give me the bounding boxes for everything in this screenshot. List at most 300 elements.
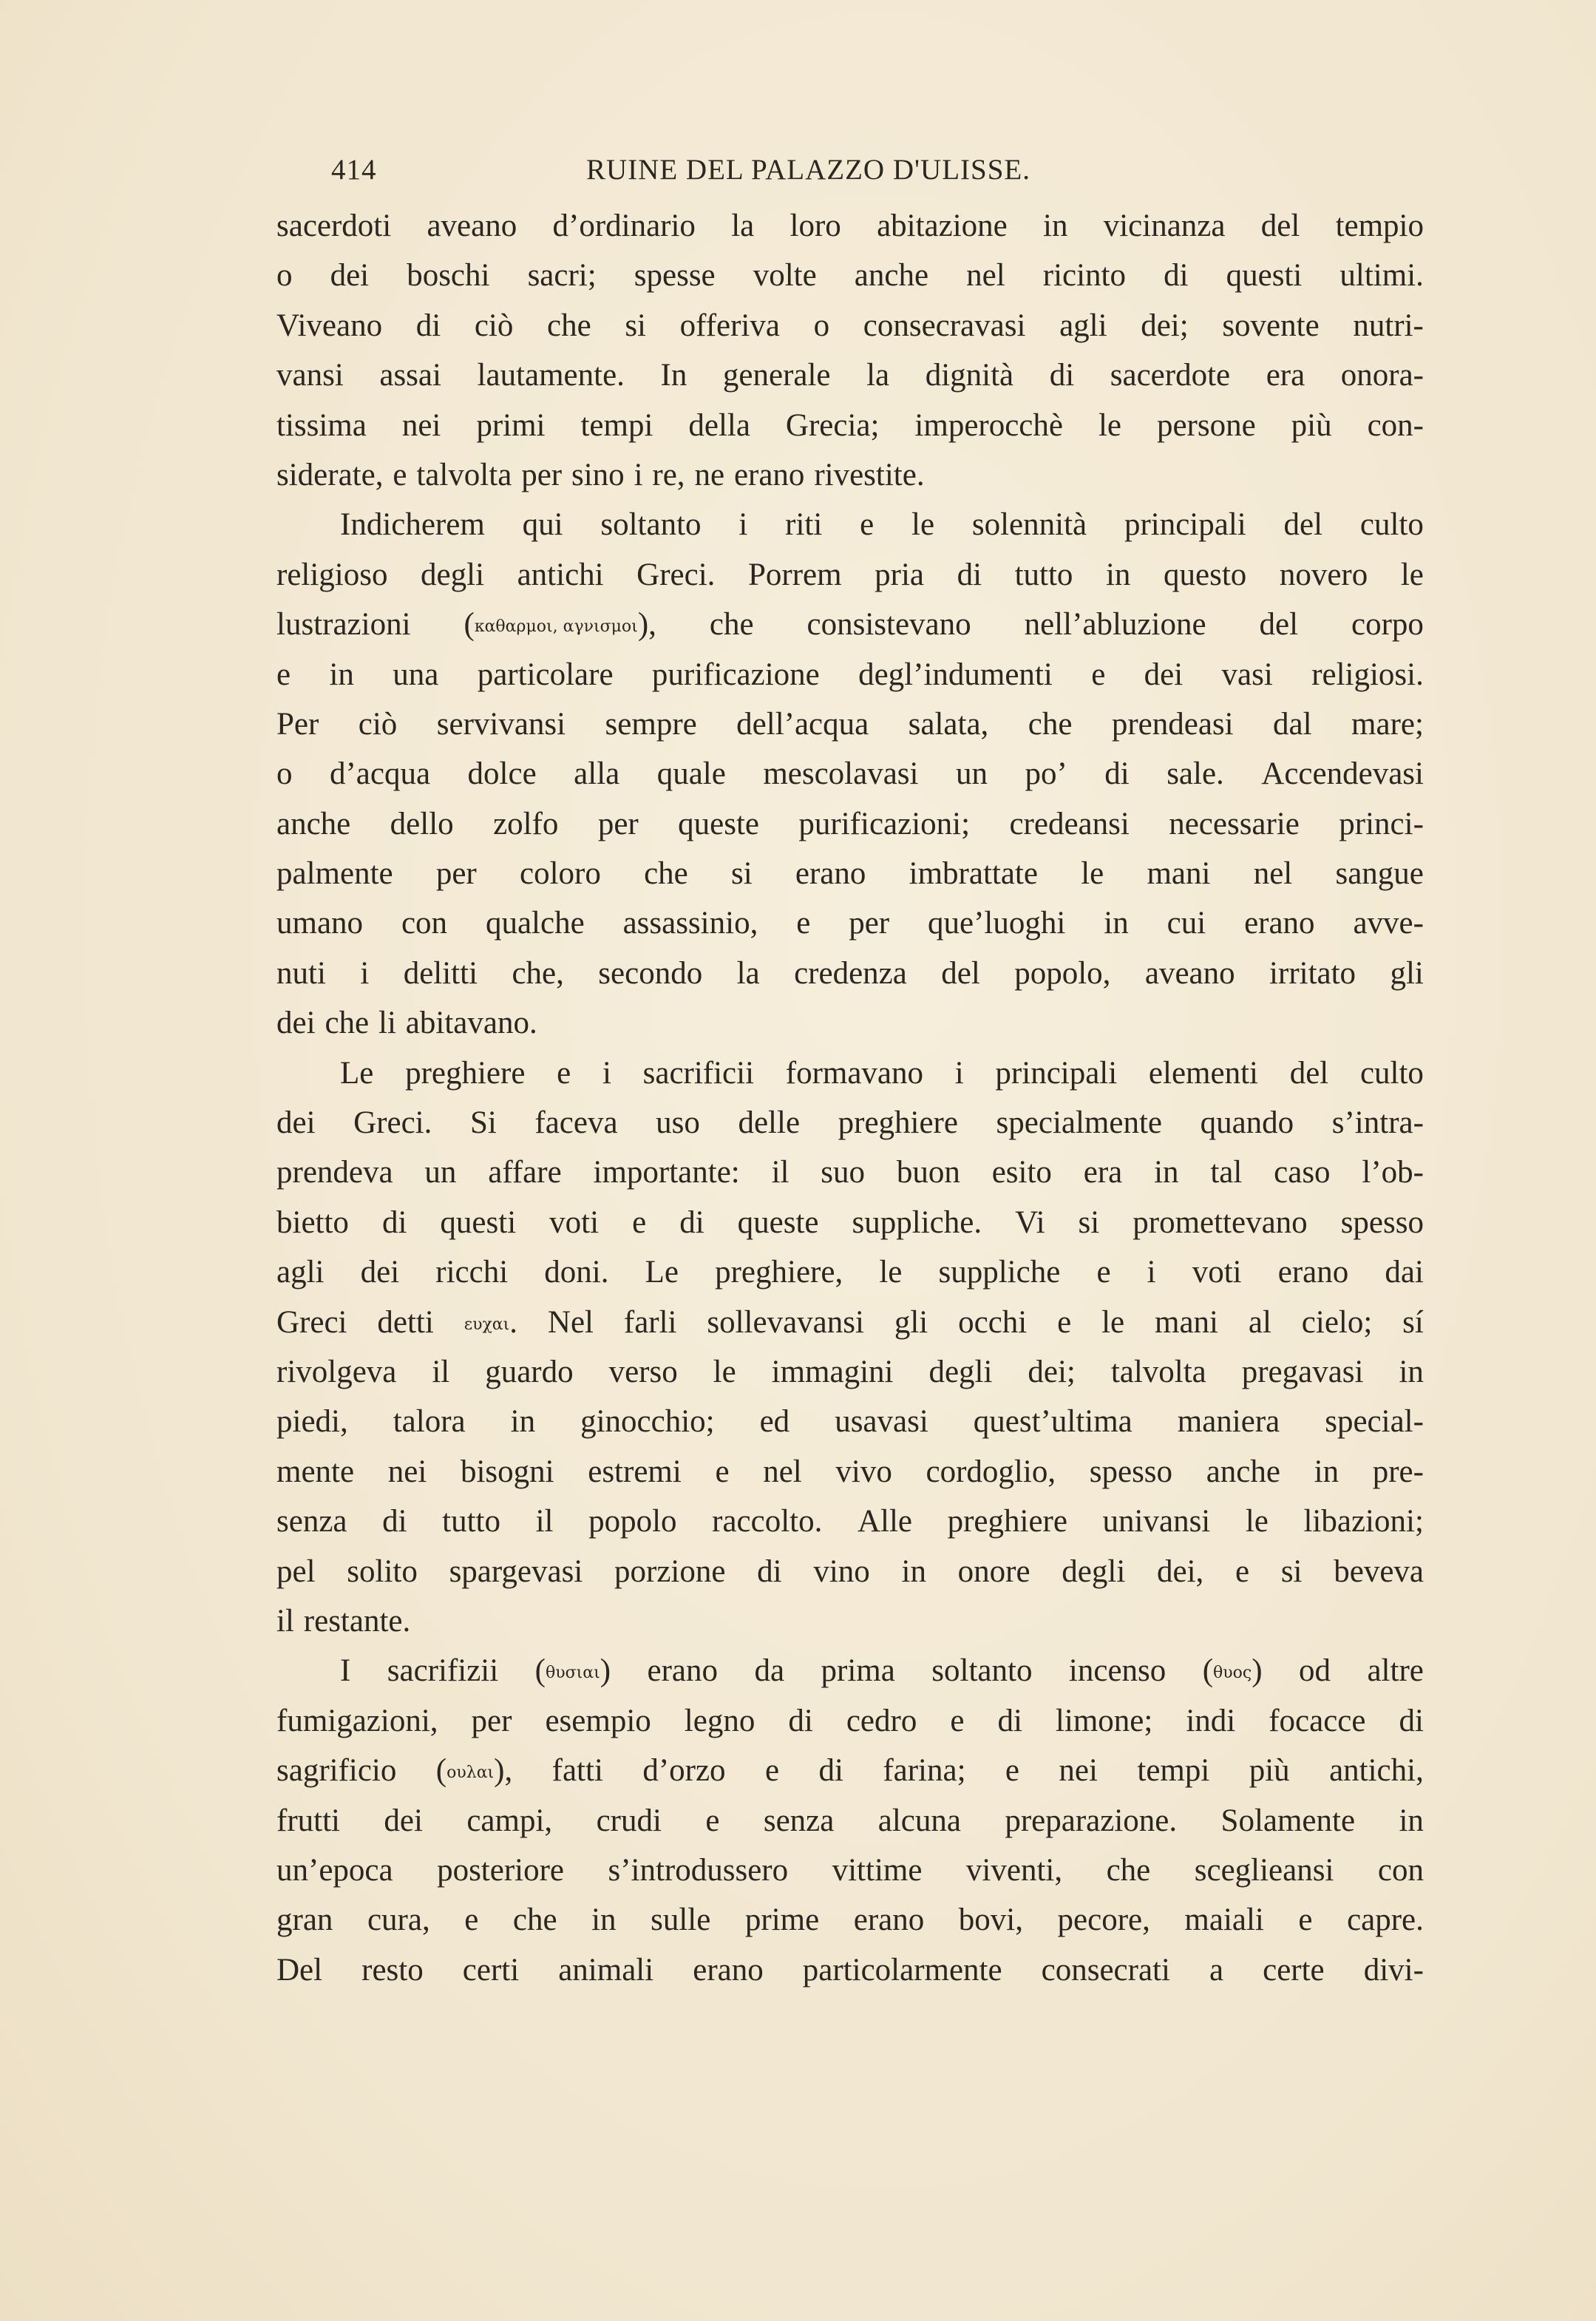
word: necessarie	[1169, 806, 1300, 841]
word: alcuna	[877, 1803, 961, 1838]
word: sale.	[1167, 756, 1224, 792]
text-line	[276, 500, 1424, 549]
text-line	[276, 1945, 1424, 1995]
word: posteriore	[437, 1852, 564, 1888]
word: e	[1005, 1753, 1020, 1789]
word: tempi	[1137, 1753, 1210, 1789]
word: e	[1235, 1553, 1250, 1589]
word: preghiere	[947, 1504, 1067, 1539]
word: gran	[276, 1902, 333, 1938]
word: doni.	[544, 1255, 609, 1290]
word: abitavano.	[405, 1006, 537, 1041]
word: vicinanza	[1103, 209, 1226, 243]
word: di	[381, 1204, 407, 1240]
word: nei	[387, 1454, 427, 1489]
word: un	[424, 1155, 457, 1190]
word: d’ordinario	[552, 209, 696, 243]
word: divi-	[1363, 1952, 1424, 1988]
word: vasi	[1221, 657, 1273, 692]
word: dei	[276, 1006, 316, 1041]
word: da	[754, 1653, 785, 1689]
word: sacri;	[527, 258, 597, 294]
word: special-	[1325, 1404, 1424, 1440]
word: imbrattate	[909, 856, 1038, 892]
word: crudi	[596, 1803, 662, 1838]
word: ed	[759, 1404, 790, 1440]
word: solennità	[971, 507, 1087, 543]
word: credeansi	[1009, 806, 1130, 841]
text-line	[276, 1247, 1424, 1297]
word: piedi,	[276, 1404, 348, 1440]
text-line	[276, 699, 1424, 749]
word: detti	[377, 1304, 434, 1340]
word: usavasi	[835, 1404, 928, 1440]
word: il	[771, 1155, 789, 1190]
word: elementi	[1148, 1055, 1258, 1091]
word: di	[818, 1753, 843, 1789]
word: per	[471, 1703, 512, 1738]
word: delitti	[403, 955, 478, 991]
word: anche	[854, 258, 929, 294]
word: estremi	[588, 1454, 682, 1489]
word: più	[1249, 1753, 1290, 1789]
word: che	[709, 607, 754, 643]
word: dignità	[925, 358, 1014, 393]
word: Accendevasi	[1261, 756, 1424, 792]
word: imperocchè	[914, 407, 1063, 443]
word: In	[660, 358, 687, 393]
word: pregavasi	[1241, 1354, 1364, 1389]
word: (θυσιαι)	[534, 1653, 611, 1689]
word: sacrifizii	[387, 1653, 499, 1689]
word: dello	[390, 806, 454, 841]
word: il	[276, 1603, 294, 1639]
word: ginocchio;	[580, 1404, 715, 1440]
word: più	[1291, 407, 1332, 443]
word: caso	[1274, 1155, 1331, 1190]
text-line	[276, 949, 1424, 998]
word: prima	[821, 1653, 895, 1689]
greek-term: ευχαι	[463, 1315, 510, 1334]
word: re,	[652, 457, 685, 492]
word: maiali	[1184, 1902, 1264, 1938]
word: sempre	[605, 706, 697, 742]
word: primi	[476, 407, 546, 443]
word: nei	[401, 407, 441, 443]
word: i	[738, 507, 748, 543]
word: le	[1400, 557, 1424, 592]
word: nell’abluzione	[1024, 607, 1206, 643]
word: preghiere,	[715, 1255, 843, 1290]
word: maniera	[1177, 1404, 1280, 1440]
word: rivestite.	[814, 457, 925, 492]
word: ricinto	[1042, 258, 1126, 294]
word: zolfo	[493, 806, 559, 841]
word: in	[1399, 1354, 1424, 1389]
body-text	[276, 201, 1424, 1995]
word: Per	[276, 706, 319, 742]
word: e	[764, 1753, 780, 1789]
word: prendeasi	[1111, 706, 1234, 742]
word: le	[1101, 1304, 1125, 1340]
word: che	[1028, 706, 1073, 742]
word: li	[378, 1006, 396, 1041]
word: immagini	[771, 1354, 894, 1389]
word: si	[730, 856, 753, 892]
word: libazioni;	[1303, 1504, 1424, 1539]
word: e	[1096, 1255, 1111, 1290]
word: voti	[549, 1204, 600, 1240]
word: coloro	[519, 856, 601, 892]
word: degli	[928, 1354, 993, 1389]
word: i	[634, 457, 643, 492]
word: degli	[421, 557, 485, 592]
word: altre	[1367, 1653, 1424, 1689]
word: nel	[966, 258, 1005, 294]
word: mescolavasi	[763, 756, 919, 792]
word: le	[1081, 856, 1104, 892]
word: del	[1283, 507, 1323, 543]
word: erano	[647, 1653, 719, 1689]
word: ciò	[474, 308, 514, 343]
word: i	[954, 1055, 964, 1091]
word: particolare	[477, 657, 614, 692]
word: irritato	[1269, 955, 1356, 991]
word: siderate,	[276, 457, 384, 492]
word: volte	[753, 258, 817, 294]
word: i	[360, 955, 370, 991]
word: Greci	[276, 1304, 347, 1340]
word: e	[705, 1803, 720, 1838]
word: abitazione	[877, 209, 1008, 243]
word: di	[382, 1504, 407, 1539]
word: dal	[1273, 706, 1312, 742]
word: che	[325, 1006, 370, 1041]
word: che,	[512, 955, 564, 991]
word: la	[731, 209, 755, 243]
word: consistevano	[807, 607, 971, 643]
word: cui	[1167, 906, 1206, 941]
word: dai	[1385, 1255, 1424, 1290]
word: si	[1280, 1553, 1303, 1589]
word: del	[1259, 607, 1299, 643]
word: talvolta	[1110, 1354, 1206, 1389]
word: buon	[896, 1155, 960, 1190]
word: d’orzo	[642, 1753, 726, 1789]
word: e	[715, 1454, 730, 1489]
word: soltanto	[931, 1653, 1033, 1689]
word: Porrem	[747, 557, 842, 592]
text-line	[276, 749, 1424, 799]
word: pecore,	[1057, 1902, 1150, 1938]
word: occhi	[958, 1304, 1028, 1340]
word: bovi,	[958, 1902, 1023, 1938]
word: l’ob-	[1362, 1155, 1424, 1190]
word: prendeva	[276, 1155, 393, 1190]
word: o	[813, 308, 830, 343]
text-line	[276, 1696, 1424, 1746]
text-line	[276, 1646, 1424, 1695]
word: le	[1245, 1504, 1269, 1539]
word: viventi,	[965, 1852, 1063, 1888]
word: princi-	[1339, 806, 1424, 841]
text-line	[276, 1048, 1424, 1098]
word: frutti	[276, 1803, 340, 1838]
word: dolce	[467, 756, 537, 792]
word: antichi	[517, 557, 604, 592]
word: agli	[1059, 308, 1107, 343]
text-line	[276, 251, 1424, 300]
word: o	[276, 756, 293, 792]
text-line	[276, 1347, 1424, 1397]
word: erano	[1277, 1255, 1349, 1290]
word: di	[957, 557, 982, 592]
word: campi,	[466, 1803, 553, 1838]
word: il	[432, 1354, 450, 1389]
word: mente	[276, 1454, 355, 1489]
word: era	[1266, 358, 1305, 393]
word: vivo	[835, 1454, 892, 1489]
word: per	[435, 856, 477, 892]
word: con-	[1367, 407, 1424, 443]
text-line	[276, 600, 1424, 649]
text-line	[276, 350, 1424, 400]
word: vittime	[832, 1852, 923, 1888]
word: lautamente.	[477, 358, 625, 393]
word: popolo,	[1014, 955, 1111, 991]
word: preparazione.	[1005, 1803, 1178, 1838]
word: in	[901, 1553, 926, 1589]
word: principali	[1124, 507, 1246, 543]
word: umano	[276, 906, 364, 941]
word: certe	[1263, 1952, 1325, 1988]
word: mani	[1147, 856, 1211, 892]
word: erano	[853, 1902, 925, 1938]
word: Vi	[1015, 1204, 1045, 1240]
word: sollevavansi	[707, 1304, 864, 1340]
word: que’luoghi	[928, 906, 1066, 941]
word: ricchi	[435, 1255, 509, 1290]
word: raccolto.	[712, 1504, 823, 1539]
word: limone;	[1055, 1703, 1153, 1738]
word: talvolta	[416, 457, 512, 492]
word: purificazione	[651, 657, 820, 692]
word: s’intra-	[1331, 1105, 1424, 1141]
word: fumigazioni,	[276, 1703, 438, 1738]
word: cordoglio,	[926, 1454, 1056, 1489]
text-line	[276, 1098, 1424, 1148]
word: alla	[574, 756, 620, 792]
word: di	[997, 1703, 1022, 1738]
word: formavano	[785, 1055, 924, 1091]
word: I	[340, 1653, 351, 1689]
word: salata,	[908, 706, 989, 742]
word: uso	[656, 1105, 700, 1141]
word: legno	[684, 1703, 755, 1738]
word: dei;	[1141, 308, 1189, 343]
word: e	[860, 507, 875, 543]
word: e	[796, 906, 811, 941]
word: d’acqua	[329, 756, 431, 792]
word: aveano	[1144, 955, 1235, 991]
word: nutri-	[1353, 308, 1424, 343]
word: rivolgeva	[276, 1354, 397, 1389]
word: purificazioni;	[798, 806, 971, 841]
word: dei	[330, 258, 370, 294]
word: novero	[1279, 557, 1368, 592]
word: dell’acqua	[736, 706, 869, 742]
word: principali	[995, 1055, 1118, 1091]
word: riti	[785, 507, 823, 543]
word: incenso	[1068, 1653, 1167, 1689]
word: od	[1299, 1653, 1331, 1689]
word: Solamente	[1220, 1803, 1356, 1838]
word: faceva	[534, 1105, 618, 1141]
word: spesso	[1089, 1454, 1173, 1489]
word: nel	[1253, 856, 1293, 892]
word: che	[512, 1902, 557, 1938]
word: loro	[789, 209, 841, 243]
word: sino	[571, 457, 625, 492]
word: porzione	[614, 1553, 726, 1589]
word: un’epoca	[276, 1852, 393, 1888]
word: sacerdoti	[276, 209, 392, 243]
word: gli	[894, 1304, 928, 1340]
word: tempi	[580, 407, 653, 443]
word: nel	[763, 1454, 802, 1489]
word: le	[1098, 407, 1121, 443]
page-number: 414	[331, 154, 377, 186]
word: quest’ultima	[973, 1404, 1133, 1440]
word: e	[950, 1703, 965, 1738]
word: in	[1105, 557, 1131, 592]
word: (καθαρμοι, αγνισμοι),	[463, 607, 656, 643]
word: farli	[623, 1304, 677, 1340]
word: assai	[379, 358, 441, 393]
word: di	[1164, 258, 1189, 294]
word: sovente	[1222, 308, 1320, 343]
word: religiosi.	[1311, 657, 1424, 692]
word: generale	[722, 358, 831, 393]
word: nei	[1059, 1753, 1098, 1789]
word: sangue	[1335, 856, 1424, 892]
word: la	[736, 955, 760, 991]
word: del	[941, 955, 980, 991]
word: Grecia;	[785, 407, 880, 443]
word: restante.	[303, 1603, 411, 1639]
word: per	[597, 806, 639, 841]
word: Si	[469, 1105, 497, 1141]
word: preghiere	[838, 1105, 958, 1141]
text-line	[276, 201, 1424, 251]
text-line	[276, 301, 1424, 350]
word: gli	[1390, 955, 1424, 991]
word: senza	[763, 1803, 835, 1838]
word: in	[1399, 1803, 1424, 1838]
word: era	[1083, 1155, 1123, 1190]
word: beveva	[1334, 1553, 1424, 1589]
word: preghiere	[405, 1055, 526, 1091]
word: Indicherem	[340, 507, 485, 543]
word: importante:	[593, 1155, 740, 1190]
word: verso	[608, 1354, 678, 1389]
word: quale	[656, 756, 726, 792]
word: e	[557, 1055, 571, 1091]
word: queste	[678, 806, 759, 841]
word: affare	[488, 1155, 562, 1190]
word: cura,	[367, 1902, 430, 1938]
text-line	[276, 1447, 1424, 1497]
word: po’	[1025, 756, 1067, 792]
word: queste	[737, 1204, 819, 1240]
word: resto	[361, 1952, 424, 1988]
word: di	[415, 308, 441, 343]
word: onora-	[1340, 358, 1424, 393]
word: suo	[821, 1155, 866, 1190]
word: fatti	[551, 1753, 603, 1789]
word: Nel	[547, 1304, 594, 1340]
word: che	[547, 308, 591, 343]
word: popolo	[588, 1504, 677, 1539]
word: Le	[340, 1055, 374, 1091]
word: i	[602, 1055, 611, 1091]
word: voti	[1192, 1255, 1242, 1290]
word: sacrificii	[642, 1055, 755, 1091]
word: con	[1377, 1852, 1424, 1888]
word: dei	[1144, 657, 1184, 692]
word: in	[1043, 209, 1068, 243]
word: e	[276, 657, 291, 692]
text-line	[276, 1895, 1424, 1945]
word: degl’indumenti	[858, 657, 1053, 692]
word: tutto	[1014, 557, 1073, 592]
word: aveano	[427, 209, 517, 243]
word: e	[632, 1204, 647, 1240]
word: questi	[1226, 258, 1303, 294]
word: le	[911, 507, 935, 543]
word: culto	[1359, 507, 1424, 543]
greek-term: ουλαι	[446, 1763, 495, 1783]
word: di	[1399, 1703, 1424, 1738]
word: che	[644, 856, 688, 892]
word: di	[757, 1553, 782, 1589]
word: offeriva	[679, 308, 780, 343]
text-line	[276, 1846, 1424, 1895]
word: delle	[738, 1105, 801, 1141]
word: consecravasi	[863, 308, 1026, 343]
word: in	[591, 1902, 617, 1938]
word: sacerdote	[1110, 358, 1231, 393]
text-line	[276, 1497, 1424, 1546]
word: le	[713, 1354, 736, 1389]
word: ultimi.	[1339, 258, 1424, 294]
word: soltanto	[600, 507, 702, 543]
word: una	[393, 657, 439, 692]
word: vansi	[276, 358, 344, 393]
word: esito	[991, 1155, 1052, 1190]
word: sulle	[651, 1902, 711, 1938]
word: erano	[1244, 906, 1315, 941]
word: persone	[1156, 407, 1256, 443]
word: Viveano	[276, 308, 383, 343]
text-line	[276, 1397, 1424, 1446]
greek-term: θυσιαι	[545, 1664, 600, 1683]
word: guardo	[485, 1354, 574, 1389]
word: pre-	[1372, 1454, 1424, 1489]
page-header	[331, 153, 1144, 197]
word: dei,	[1157, 1553, 1204, 1589]
word: le	[879, 1255, 903, 1290]
